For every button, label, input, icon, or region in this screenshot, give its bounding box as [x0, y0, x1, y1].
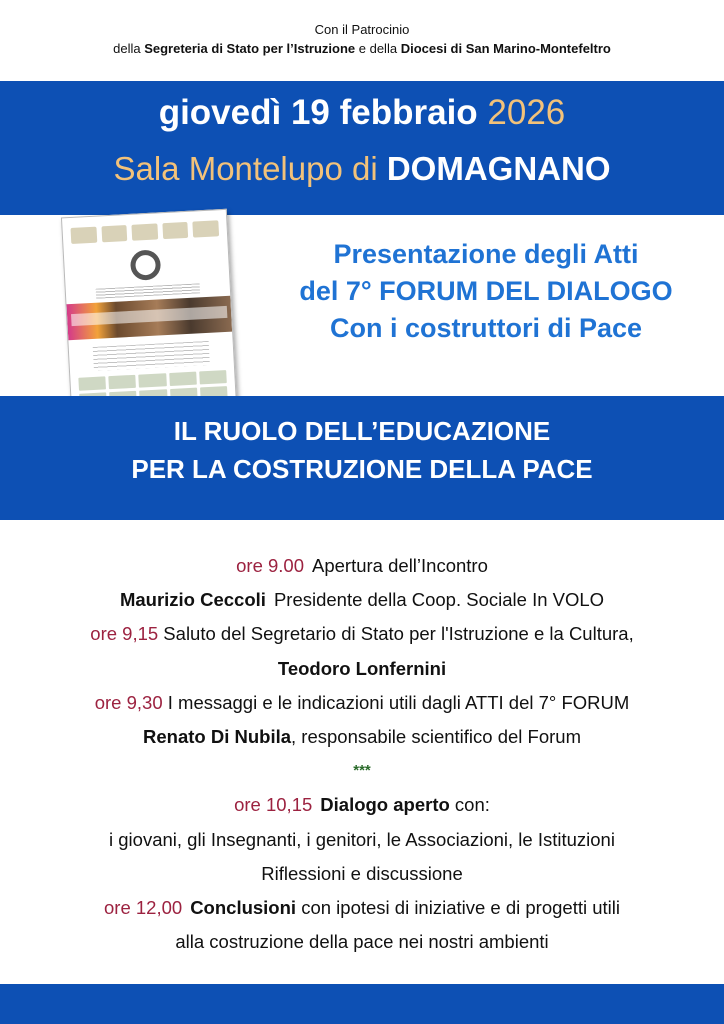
- program-activity: con ipotesi di iniziative e di progetti utili: [296, 897, 620, 919]
- event-year: 2026: [487, 93, 566, 132]
- presentation-title: [264, 236, 708, 347]
- program-activity-title: Conclusioni: [190, 897, 297, 919]
- program-item: [0, 686, 724, 720]
- program-time: ore 12,00: [104, 897, 183, 919]
- book-cover-image: [61, 209, 237, 415]
- event-venue: [0, 148, 724, 190]
- presentation-line-3: Con i costruttori di Pace: [329, 313, 643, 343]
- event-date: [0, 92, 724, 134]
- speaker-role: , responsabile scientifico del Forum: [291, 726, 581, 748]
- cover-text-lines: [93, 341, 210, 371]
- patronage-orgs: [0, 39, 724, 58]
- theme-title: [0, 412, 724, 488]
- speaker-name: Maurizio Ceccoli: [119, 589, 266, 611]
- patronage-block: [0, 20, 724, 58]
- program-schedule: [0, 549, 724, 959]
- program-item: [0, 549, 724, 583]
- program-item: [0, 788, 724, 822]
- program-time: ore 9,15: [90, 623, 159, 645]
- program-detail: Riflessioni e discussione: [261, 862, 463, 884]
- presentation-line-1: Presentazione degli Atti: [333, 239, 639, 269]
- program-time: ore 9.00: [236, 555, 305, 576]
- venue-name: Sala Montelupo di: [113, 150, 387, 187]
- speaker-name: Teodoro Lonfernini: [277, 657, 447, 679]
- footer-band: [0, 984, 724, 1024]
- event-day: giovedì 19 febbraio: [158, 93, 488, 132]
- program-detail: alla costruzione della pace nei nostri ambienti: [175, 931, 549, 953]
- patronage-mid: e della: [355, 41, 401, 56]
- speaker-role: Presidente della Coop. Sociale In VOLO: [273, 589, 605, 611]
- theme-line-1: IL RUOLO DELL’EDUCAZIONE: [173, 416, 551, 446]
- patronage-org-ministry: Segreteria di Stato per l’Istruzione: [144, 41, 356, 56]
- program-time: ore 10,15: [234, 794, 313, 816]
- program-speaker: [0, 583, 724, 617]
- presentation-line-2: del 7° FORUM DEL DIALOGO: [299, 276, 673, 306]
- cover-subtitle: [96, 283, 200, 298]
- program-activity: Apertura dell’Incontro: [312, 555, 488, 576]
- speaker-name: Renato Di Nubila: [143, 726, 292, 748]
- program-speaker: [0, 652, 724, 686]
- program-item: [0, 617, 724, 651]
- program-speaker: [0, 720, 724, 754]
- program-activity: I messaggi e le indicazioni utili dagli ATTI del 7° FORUM: [162, 691, 630, 713]
- theme-line-2: PER LA COSTRUZIONE DELLA PACE: [131, 454, 593, 484]
- program-detail: i giovani, gli Insegnanti, i genitori, le Associazioni, le Istituzioni: [109, 828, 615, 850]
- program-activity: Saluto del Segretario di Stato per l'Istruzione e la Cultura,: [158, 623, 634, 645]
- cover-logos: [70, 220, 219, 244]
- program-activity-title: Dialogo aperto: [320, 794, 450, 816]
- patronage-line: Con il Patrocinio: [314, 22, 410, 37]
- program-item: [0, 891, 724, 925]
- venue-town: DOMAGNANO: [386, 150, 611, 187]
- program-activity: con:: [449, 794, 490, 816]
- program-time: ore 9,30: [94, 691, 163, 713]
- separator-stars: ***: [353, 762, 371, 780]
- cover-emblem-icon: [130, 249, 162, 281]
- patronage-org-diocese: Diocesi di San Marino-Montefeltro: [400, 41, 611, 56]
- patronage-pre: della: [113, 41, 145, 56]
